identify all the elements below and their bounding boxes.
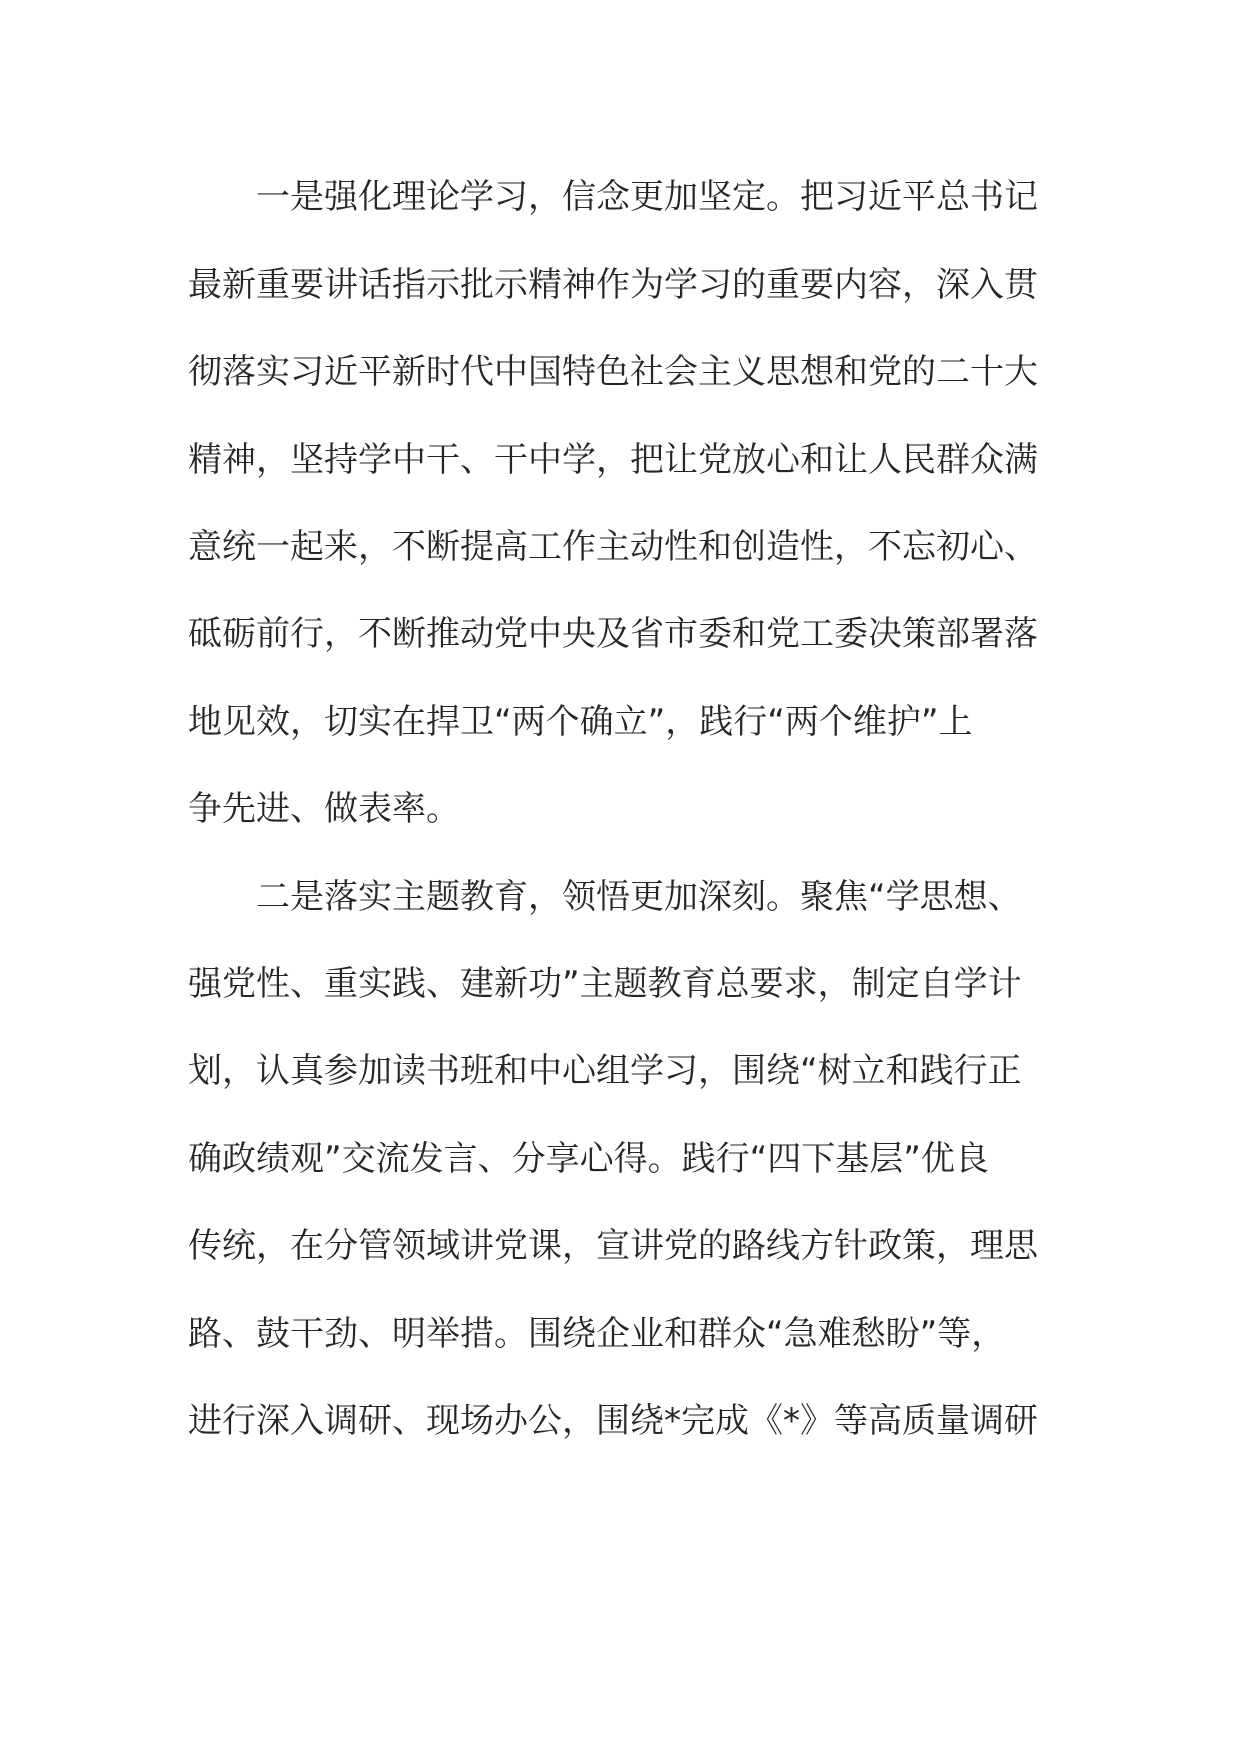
text-line: 意统一起来，不断提高工作主动性和创造性，不忘初心、: [188, 527, 1038, 567]
text-line: 进行深入调研、现场办公，围绕*完成《*》等高质量调研: [188, 1401, 1038, 1441]
text-line: 最新重要讲话指示批示精神作为学习的重要内容，深入贯: [188, 265, 1038, 305]
text-line: 二是落实主题教育，领悟更加深刻。聚焦“学思想、: [256, 877, 1022, 917]
text-line: 路、鼓干劲、明举措。围绕企业和群众“急难愁盼”等，: [188, 1314, 1006, 1354]
text-line: 彻落实习近平新时代中国特色社会主义思想和党的二十大: [188, 352, 1038, 392]
text-line: 传统，在分管领域讲党课，宣讲党的路线方针政策，理思: [188, 1226, 1038, 1266]
text-line: 一是强化理论学习，信念更加坚定。把习近平总书记: [256, 177, 1038, 217]
text-line: 争先进、做表率。: [188, 789, 460, 829]
text-line: 砥砺前行，不断推动党中央及省市委和党工委决策部署落: [188, 614, 1038, 654]
text-line: 地见效，切实在捍卫“两个确立”，践行“两个维护”上: [188, 702, 973, 742]
text-line: 划，认真参加读书班和中心组学习，围绕“树立和践行正: [188, 1051, 1022, 1091]
text-line: 确政绩观”交流发言、分享心得。践行“四下基层”优良: [188, 1139, 989, 1179]
text-line: 强党性、重实践、建新功”主题教育总要求，制定自学计: [188, 964, 1022, 1004]
text-line: 精神，坚持学中干、干中学，把让党放心和让人民群众满: [188, 440, 1038, 480]
